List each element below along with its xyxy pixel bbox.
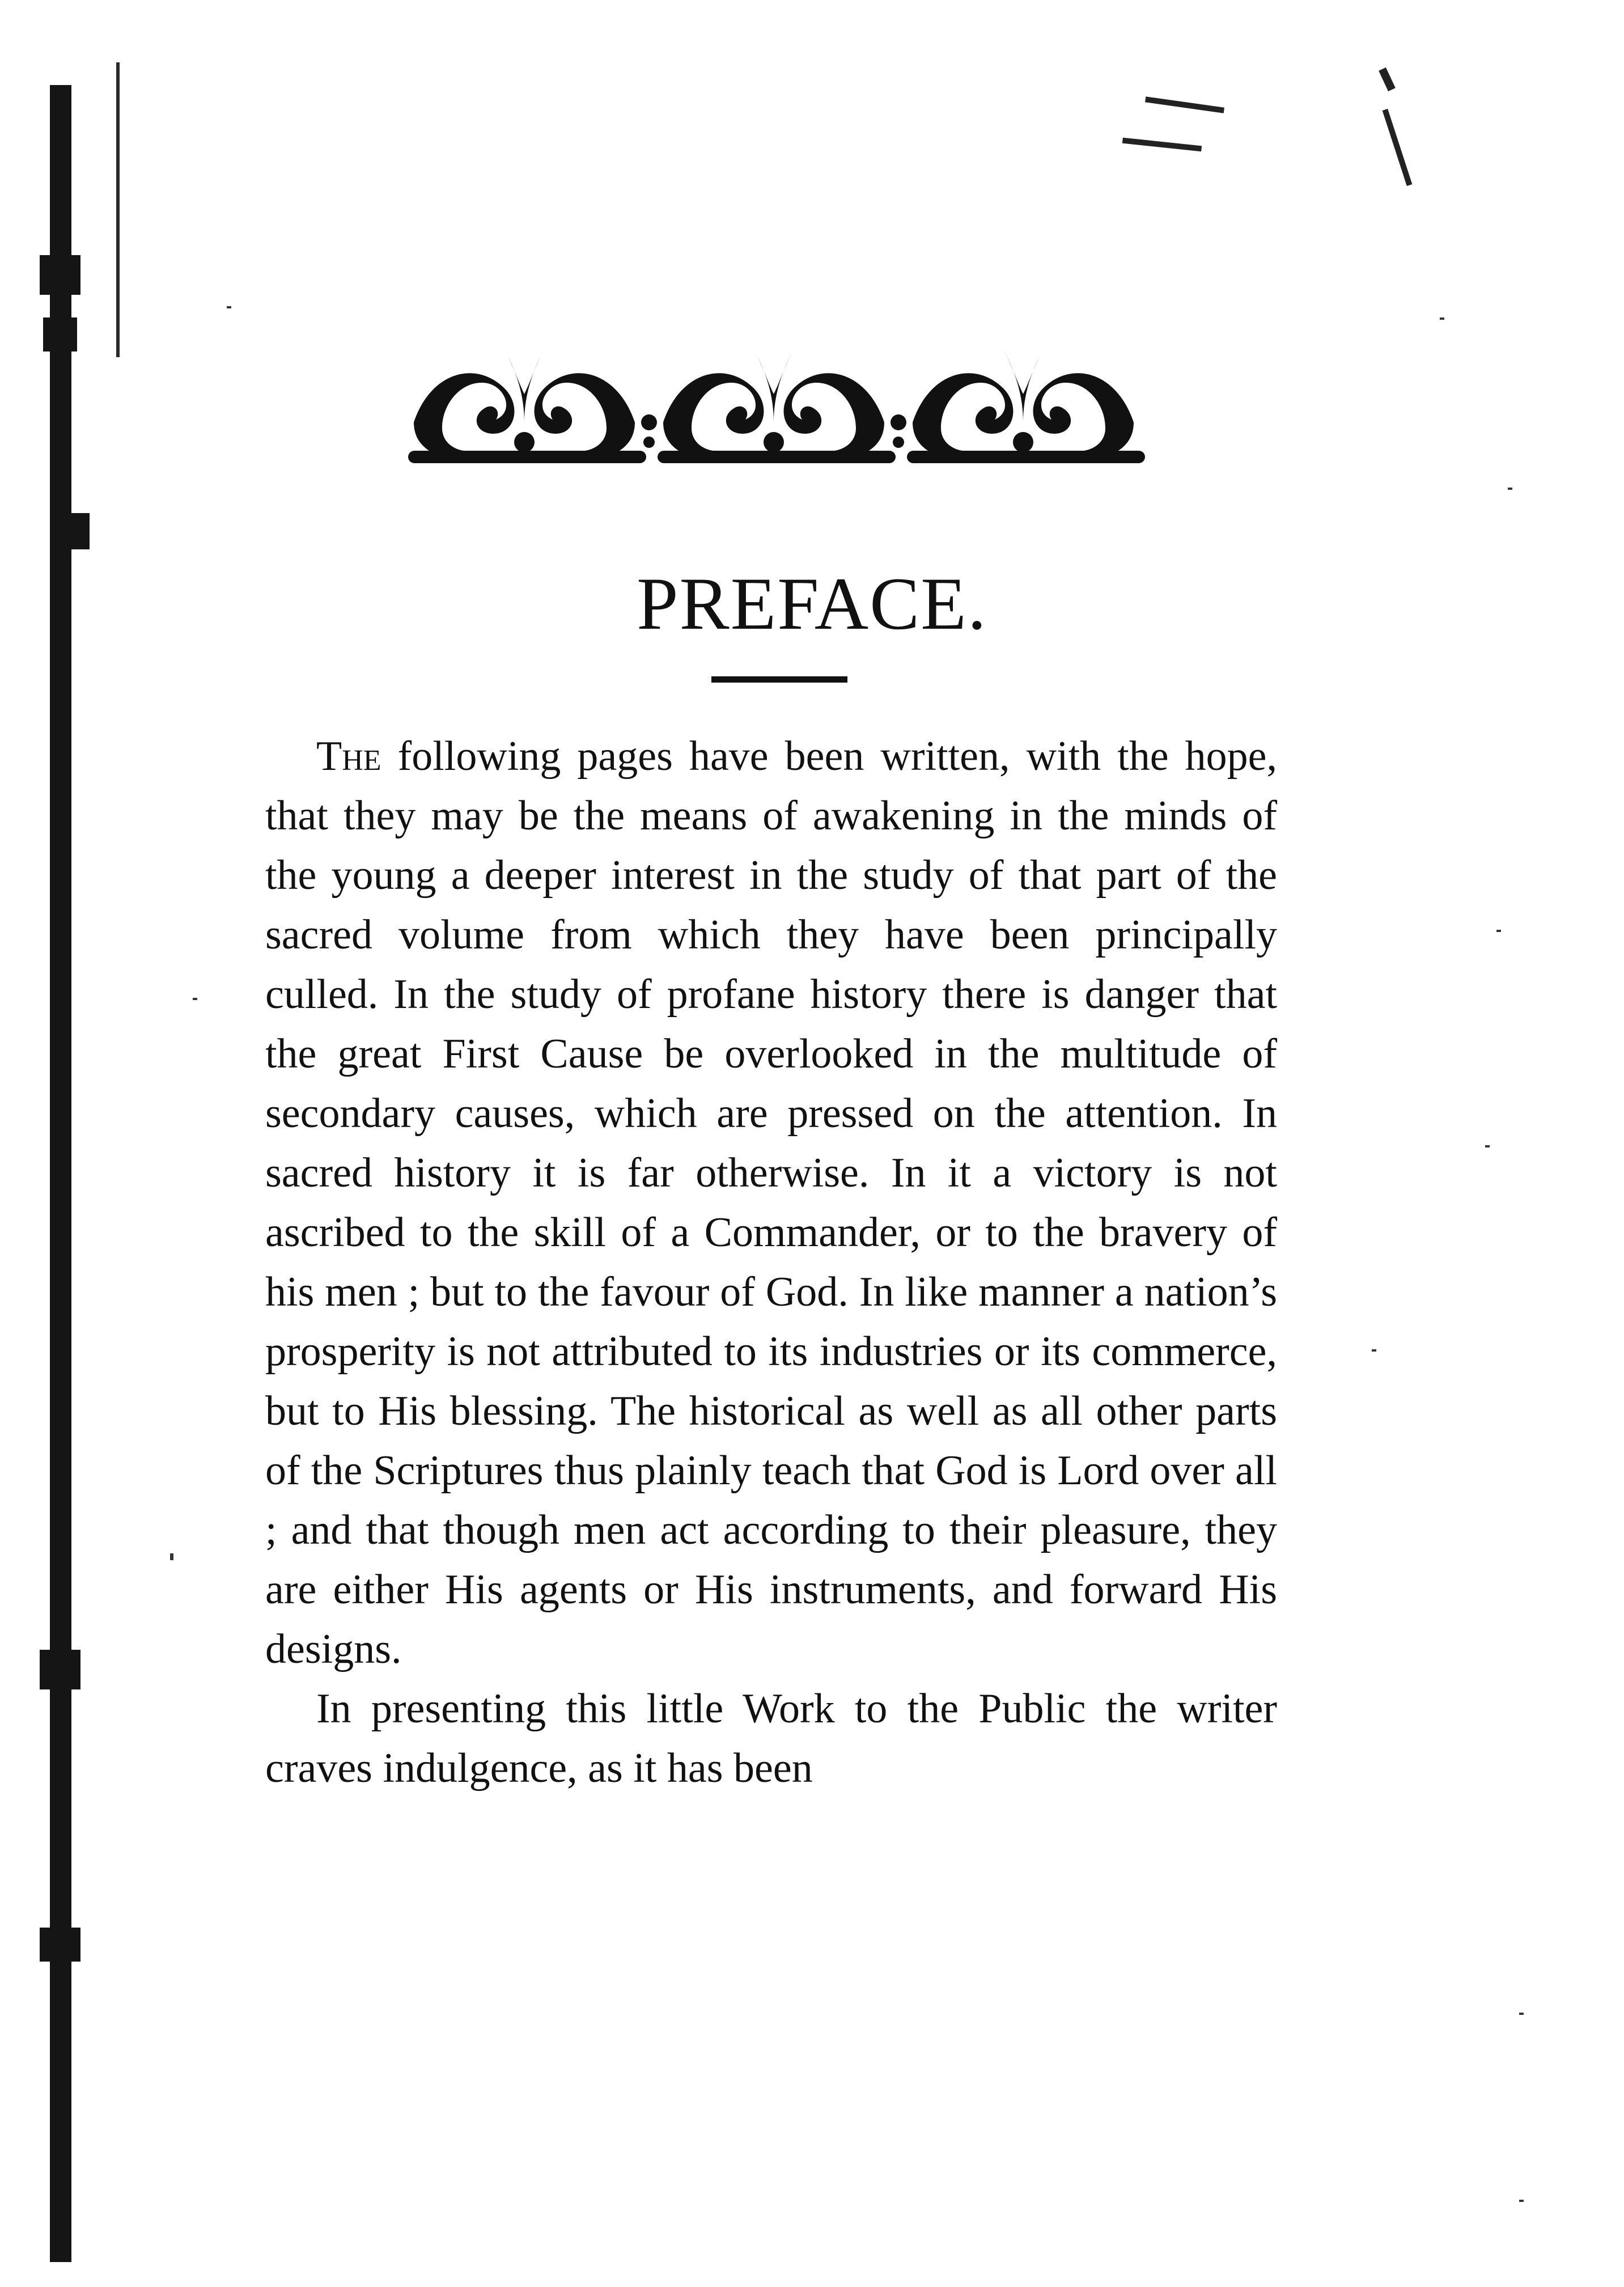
- paragraph-text: In presenting this little Work to the Public the writer craves indulgence, as it has been: [265, 1685, 1277, 1792]
- binding-clip: [40, 1650, 80, 1689]
- ornament-group: [408, 349, 1145, 463]
- binding-clip: [40, 255, 80, 295]
- scan-speck: [1379, 67, 1396, 91]
- preface-body: [265, 727, 1277, 1798]
- scan-speck: [227, 306, 231, 308]
- headpiece-ornament: [408, 337, 1145, 468]
- binding-clip: [58, 513, 90, 549]
- scan-speck: [170, 1553, 173, 1560]
- scan-speck: [193, 998, 197, 1000]
- paragraph-text: following pages have been written, with the hope, that they may be the means of awakening in the minds of the young a deeper interest in the study of that part of the sacred volume from which they have been principally culled. In the study of profane history there is danger that the great First Cause be overlooked in the multitude of secondary causes, which are pressed on the attention. In sacred history it is far otherwise. In it a victory is not ascribed to the skill of a Commander, or to the bravery of his men ; but to the favour of God. In like manner a nation’s prosperity is not attributed to its industries or its commerce, but to His blessing. The historical as well as all other parts of the Scriptures thus plainly teach that God is Lord over all ; and that though men act according to their pleasure, they are either His agents or His instruments, and forward His designs.: [265, 733, 1277, 1672]
- scan-speck: [1508, 488, 1512, 490]
- scan-speck: [1145, 96, 1224, 113]
- page-title: PREFACE.: [637, 562, 987, 645]
- scan-speck: [1496, 930, 1501, 932]
- scan-speck: [1519, 2013, 1524, 2015]
- scan-speck: [1440, 317, 1444, 320]
- scan-speck: [1122, 138, 1202, 152]
- scan-speck: [1485, 1145, 1490, 1147]
- scan-speck: [1372, 1349, 1376, 1352]
- paragraph: [265, 727, 1277, 1679]
- paragraph: [265, 1679, 1277, 1798]
- binding-clip: [43, 317, 77, 351]
- binding-clip: [40, 1928, 80, 1962]
- scan-speck: [1383, 109, 1413, 186]
- title-rule: [711, 676, 847, 683]
- binding-thread: [116, 62, 120, 357]
- lead-word: The: [316, 733, 381, 780]
- scan-speck: [1519, 2200, 1524, 2202]
